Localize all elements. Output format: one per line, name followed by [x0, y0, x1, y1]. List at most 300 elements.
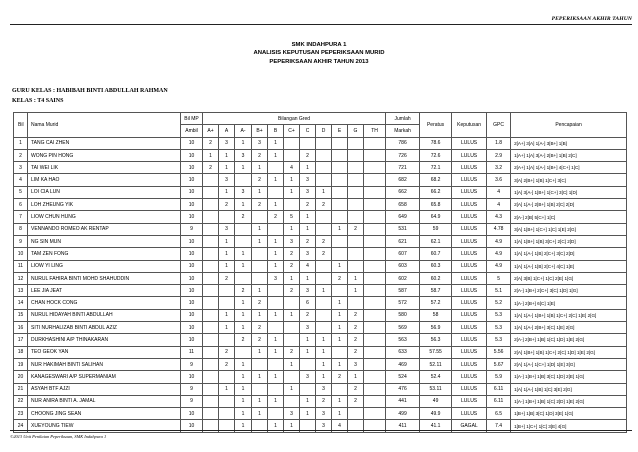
cell-gpc: 6.11 [487, 383, 511, 395]
col-peratus: Peratus [420, 113, 452, 138]
cell-grade-count: 1 [203, 149, 219, 161]
cell-grade-count: 2 [300, 149, 316, 161]
cell-grade-count: 1 [235, 383, 252, 395]
cell-grade-count: 2 [219, 272, 235, 284]
cell-grade-count [348, 235, 364, 247]
table-row [14, 235, 627, 247]
cell-jumlah: 633 [386, 346, 420, 358]
cell-grade-count: 1 [348, 272, 364, 284]
cell-jumlah: 531 [386, 223, 420, 235]
cell-grade-count [332, 346, 348, 358]
cell-grade-count: 3 [252, 137, 268, 149]
cell-grade-count: 1 [332, 408, 348, 420]
cell-ambil: 10 [181, 371, 203, 383]
results-body [14, 137, 627, 432]
cell-grade-count: 2 [316, 248, 332, 260]
cell-grade-count: 1 [332, 309, 348, 321]
cell-grade-count [235, 272, 252, 284]
col-grade-c: C [300, 125, 316, 137]
cell-grade-count [203, 371, 219, 383]
cell-grade-count: 1 [300, 395, 316, 407]
cell-nama: CHOONG JING SEAN [28, 408, 181, 420]
cell-jumlah: 587 [386, 285, 420, 297]
cell-jumlah: 476 [386, 383, 420, 395]
cell-keputusan: LULUS [452, 346, 487, 358]
header-divider [10, 24, 632, 25]
cell-ambil: 10 [181, 309, 203, 321]
cell-grade-count [203, 334, 219, 346]
cell-grade-count: 1 [268, 174, 284, 186]
cell-jumlah: 563 [386, 334, 420, 346]
cell-grade-count: 1 [332, 334, 348, 346]
cell-grade-count: 3 [300, 285, 316, 297]
cell-grade-count: 1 [268, 137, 284, 149]
cell-grade-count: 2 [348, 309, 364, 321]
cell-peratus: 58.7 [420, 285, 452, 297]
cell-grade-count: 3 [316, 383, 332, 395]
cell-ambil: 10 [181, 322, 203, 334]
cell-grade-count [364, 248, 386, 260]
cell-grade-count: 2 [316, 235, 332, 247]
table-row [14, 186, 627, 198]
cell-grade-count [316, 162, 332, 174]
cell-grade-count [219, 395, 235, 407]
table-row [14, 383, 627, 395]
cell-grade-count [364, 186, 386, 198]
cell-gpc: 4.9 [487, 260, 511, 272]
cell-grade-count [364, 137, 386, 149]
cell-jumlah: 572 [386, 297, 420, 309]
cell-grade-count: 1 [332, 260, 348, 272]
cell-grade-count [364, 149, 386, 161]
cell-grade-count [219, 211, 235, 223]
cell-jumlah: 607 [386, 248, 420, 260]
cell-keputusan: LULUS [452, 395, 487, 407]
cell-peratus: 58 [420, 309, 452, 321]
cell-grade-count [364, 174, 386, 186]
cell-grade-count [203, 383, 219, 395]
cell-grade-count [348, 297, 364, 309]
cell-ambil: 10 [181, 297, 203, 309]
cell-grade-count: 1 [268, 371, 284, 383]
cell-peratus: 62.1 [420, 235, 452, 247]
cell-gpc: 4.9 [487, 235, 511, 247]
cell-grade-count [348, 137, 364, 149]
cell-pencapaian: 3[A] 1[B+] 1[C+] 1[C] 1[E] 2[G] [511, 223, 627, 235]
cell-grade-count: 1 [268, 248, 284, 260]
cell-grade-count [364, 371, 386, 383]
cell-peratus: 52.11 [420, 358, 452, 370]
cell-ambil: 10 [181, 186, 203, 198]
footer-text: ©2013 Unit Penilaian Peperiksaan, SMK Indahpura 1 [10, 434, 107, 439]
cell-grade-count [219, 371, 235, 383]
cell-keputusan: LULUS [452, 260, 487, 272]
class-teacher: GURU KELAS : HABIBAH BINTI ABDULLAH RAHMAN [12, 88, 168, 94]
cell-grade-count [235, 223, 252, 235]
cell-grade-count: 2 [348, 223, 364, 235]
cell-grade-count: 1 [219, 383, 235, 395]
cell-grade-count: 1 [235, 358, 252, 370]
cell-grade-count: 3 [300, 174, 316, 186]
cell-bil: 15 [14, 309, 28, 321]
cell-pencapaian: 2[A-] 2[B+] 1[B] 1[C] 1[D] 1[E] 2[G] [511, 334, 627, 346]
cell-grade-count [203, 211, 219, 223]
cell-grade-count [332, 235, 348, 247]
cell-grade-count: 1 [219, 260, 235, 272]
cell-pencapaian: 2[A-] 2[B] 5[C+] 1[C] [511, 211, 627, 223]
cell-gpc: 5.9 [487, 371, 511, 383]
cell-peratus: 49 [420, 395, 452, 407]
cell-grade-count: 2 [332, 272, 348, 284]
col-bil: Bil [14, 113, 28, 138]
cell-grade-count: 1 [252, 285, 268, 297]
cell-nama: KANAGESWARI A/P SUPERMANIAM [28, 371, 181, 383]
cell-bil: 8 [14, 223, 28, 235]
cell-keputusan: LULUS [452, 272, 487, 284]
cell-grade-count [316, 149, 332, 161]
cell-grade-count [364, 211, 386, 223]
cell-grade-count [284, 322, 300, 334]
cell-pencapaian: 1[A] 1[A-] 1[B] 2[C+] 4[C] 1[E] [511, 260, 627, 272]
cell-pencapaian: 1[B+] 1[B] 3[C] 1[D] 3[E] 1[G] [511, 408, 627, 420]
cell-pencapaian: 1[A] 1[B+] 1[B] 3[C+] 2[C] 2[D] [511, 235, 627, 247]
cell-ambil: 10 [181, 174, 203, 186]
cell-nama: WONG PIN HONG [28, 149, 181, 161]
cell-pencapaian: 2[A+] 1[A] 1[A-] 1[B+] 4[C+] 1[C] [511, 162, 627, 174]
cell-grade-count: 1 [219, 149, 235, 161]
cell-grade-count [332, 174, 348, 186]
cell-gpc: 1.8 [487, 137, 511, 149]
cell-grade-count: 1 [284, 174, 300, 186]
cell-grade-count: 3 [300, 322, 316, 334]
cell-grade-count [364, 199, 386, 211]
cell-nama: TAM ZEN FONG [28, 248, 181, 260]
cell-keputusan: LULUS [452, 162, 487, 174]
cell-nama: LEE JIA JEAT [28, 285, 181, 297]
cell-grade-count: 2 [252, 174, 268, 186]
cell-grade-count: 1 [268, 235, 284, 247]
cell-jumlah: 524 [386, 371, 420, 383]
cell-grade-count [364, 334, 386, 346]
cell-gpc: 4.3 [487, 211, 511, 223]
cell-grade-count: 6 [300, 297, 316, 309]
cell-grade-count: 1 [252, 186, 268, 198]
cell-grade-count: 1 [252, 395, 268, 407]
cell-peratus: 78.6 [420, 137, 452, 149]
cell-pencapaian: 1[A] 1[A-] 1[B] 1[C] 3[E] 2[G] [511, 383, 627, 395]
col-grade-c-plus: C+ [284, 125, 300, 137]
cell-bil: 17 [14, 334, 28, 346]
cell-nama: CHAN HOCK CONG [28, 297, 181, 309]
cell-grade-count [203, 272, 219, 284]
cell-grade-count: 2 [348, 383, 364, 395]
exam-title: PEPERIKSAAN AKHIR TAHUN 2013 [269, 58, 369, 65]
cell-bil: 7 [14, 211, 28, 223]
cell-ambil: 10 [181, 149, 203, 161]
cell-nama: LOH ZHEUNG YIK [28, 199, 181, 211]
cell-grade-count: 4 [300, 260, 316, 272]
cell-nama: NURUL FAHIRA BINTI MOHD SHAHUDDIN [28, 272, 181, 284]
cell-gpc: 4.9 [487, 248, 511, 260]
report-titles [0, 41, 638, 66]
cell-gpc: 5.3 [487, 334, 511, 346]
cell-grade-count [364, 383, 386, 395]
cell-grade-count: 1 [219, 186, 235, 198]
cell-peratus: 59 [420, 223, 452, 235]
cell-bil: 16 [14, 322, 28, 334]
cell-gpc: 6.5 [487, 408, 511, 420]
cell-grade-count [203, 309, 219, 321]
cell-grade-count: 2 [235, 334, 252, 346]
cell-grade-count: 1 [300, 162, 316, 174]
cell-keputusan: LULUS [452, 358, 487, 370]
cell-grade-count [364, 272, 386, 284]
cell-grade-count [203, 346, 219, 358]
cell-grade-count: 1 [332, 297, 348, 309]
cell-nama: LIOW YI LING [28, 260, 181, 272]
cell-bil: 22 [14, 395, 28, 407]
cell-grade-count [316, 297, 332, 309]
cell-gpc: 5 [487, 272, 511, 284]
cell-grade-count [364, 260, 386, 272]
cell-grade-count: 2 [348, 395, 364, 407]
cell-keputusan: LULUS [452, 383, 487, 395]
cell-bil: 14 [14, 297, 28, 309]
cell-grade-count: 1 [332, 395, 348, 407]
cell-grade-count: 1 [235, 137, 252, 149]
cell-jumlah: 658 [386, 199, 420, 211]
cell-grade-count: 2 [284, 248, 300, 260]
cell-jumlah: 469 [386, 358, 420, 370]
cell-pencapaian: 1[A] 1[A-] 1[B+] 1[B] 1[C+] 2[C] 1[E] 2[G] [511, 309, 627, 321]
table-row [14, 149, 627, 161]
cell-keputusan: LULUS [452, 334, 487, 346]
cell-nama: DURKHASHINI A/P THINAKARAN [28, 334, 181, 346]
cell-grade-count [348, 162, 364, 174]
cell-grade-count [219, 334, 235, 346]
table-row [14, 137, 627, 149]
cell-keputusan: LULUS [452, 199, 487, 211]
cell-grade-count: 1 [316, 371, 332, 383]
cell-grade-count: 1 [219, 162, 235, 174]
cell-grade-count [203, 223, 219, 235]
table-row [14, 395, 627, 407]
cell-grade-count: 1 [316, 358, 332, 370]
cell-ambil: 10 [181, 334, 203, 346]
col-ambil: Ambil [181, 125, 203, 137]
cell-ambil: 10 [181, 272, 203, 284]
cell-jumlah: 569 [386, 322, 420, 334]
cell-grade-count [268, 186, 284, 198]
cell-grade-count [219, 297, 235, 309]
cell-grade-count: 1 [235, 260, 252, 272]
cell-grade-count: 1 [332, 358, 348, 370]
cell-peratus: 57.55 [420, 346, 452, 358]
cell-gpc: 3.2 [487, 162, 511, 174]
cell-grade-count: 3 [219, 174, 235, 186]
cell-jumlah: 603 [386, 260, 420, 272]
cell-grade-count [284, 334, 300, 346]
cell-grade-count [332, 162, 348, 174]
cell-ambil: 10 [181, 235, 203, 247]
cell-pencapaian: 1[A+] 1[A] 3[A-] 2[B+] 1[B] 2[C] [511, 149, 627, 161]
cell-grade-count: 2 [348, 334, 364, 346]
cell-gpc: 4 [487, 186, 511, 198]
cell-grade-count [252, 272, 268, 284]
cell-grade-count: 2 [300, 199, 316, 211]
cell-bil: 4 [14, 174, 28, 186]
cell-grade-count [284, 137, 300, 149]
col-jumlah: Jumlah [386, 113, 420, 125]
cell-jumlah: 499 [386, 408, 420, 420]
col-markah: Markah [386, 125, 420, 137]
cell-grade-count: 1 [284, 223, 300, 235]
cell-grade-count [364, 162, 386, 174]
col-bilangan-gred: Bilangan Gred [203, 113, 386, 125]
cell-peratus: 56.3 [420, 334, 452, 346]
cell-gpc: 6.11 [487, 395, 511, 407]
cell-peratus: 72.1 [420, 162, 452, 174]
cell-pencapaian: 2[A] 1[A-] 1[C+] 1[D] 1[E] 3[G] [511, 358, 627, 370]
cell-grade-count [268, 408, 284, 420]
cell-keputusan: LULUS [452, 309, 487, 321]
cell-grade-count: 1 [284, 186, 300, 198]
cell-peratus: 56.9 [420, 322, 452, 334]
cell-grade-count: 2 [219, 199, 235, 211]
cell-nama: LIM KA HAO [28, 174, 181, 186]
cell-pencapaian: 2[A] 3[B] 1[C+] 1[C] 2[E] 1[G] [511, 272, 627, 284]
cell-grade-count [284, 371, 300, 383]
cell-grade-count: 1 [284, 420, 300, 432]
table-row [14, 371, 627, 383]
cell-grade-count: 1 [219, 248, 235, 260]
col-grade-th: TH [364, 125, 386, 137]
col-grade-d: D [316, 125, 332, 137]
cell-grade-count: 1 [252, 235, 268, 247]
cell-pencapaian: 1[A-] 1[B+] 1[B] 1[C] 2[D] 1[E] 2[G] [511, 395, 627, 407]
cell-ambil: 9 [181, 383, 203, 395]
cell-grade-count: 2 [219, 346, 235, 358]
cell-bil: 21 [14, 383, 28, 395]
cell-ambil: 10 [181, 199, 203, 211]
cell-grade-count: 1 [332, 322, 348, 334]
col-grade-e: E [332, 125, 348, 137]
table-row [14, 260, 627, 272]
class-name: KELAS : T4 SAINS [12, 98, 64, 104]
cell-grade-count: 1 [268, 395, 284, 407]
col-mp: Bil MP [181, 113, 203, 125]
cell-peratus: 72.6 [420, 149, 452, 161]
cell-grade-count [268, 162, 284, 174]
report-title: ANALISIS KEPUTUSAN PEPERIKSAAN MURID [253, 50, 385, 57]
cell-grade-count: 1 [300, 346, 316, 358]
cell-grade-count: 1 [300, 211, 316, 223]
cell-nama: NG SIN MUN [28, 235, 181, 247]
cell-jumlah: 621 [386, 235, 420, 247]
cell-grade-count: 1 [284, 383, 300, 395]
cell-grade-count: 1 [268, 346, 284, 358]
cell-grade-count: 2 [332, 371, 348, 383]
cell-bil: 6 [14, 199, 28, 211]
cell-ambil: 10 [181, 211, 203, 223]
cell-bil: 5 [14, 186, 28, 198]
cell-nama: TAI WEI LIK [28, 162, 181, 174]
cell-ambil: 10 [181, 162, 203, 174]
cell-grade-count [364, 285, 386, 297]
cell-grade-count [268, 358, 284, 370]
cell-keputusan: LULUS [452, 322, 487, 334]
cell-grade-count: 3 [235, 186, 252, 198]
cell-bil: 24 [14, 420, 28, 432]
cell-grade-count [203, 260, 219, 272]
cell-grade-count: 2 [252, 199, 268, 211]
cell-nama: ASYAH BTF AJZI [28, 383, 181, 395]
cell-grade-count [252, 211, 268, 223]
cell-nama: NUR ANIRA BINTI A. JAMAL [28, 395, 181, 407]
cell-ambil: 10 [181, 260, 203, 272]
cell-grade-count: 2 [348, 322, 364, 334]
cell-keputusan: LULUS [452, 235, 487, 247]
cell-grade-count [252, 383, 268, 395]
cell-ambil: 11 [181, 346, 203, 358]
cell-jumlah: 721 [386, 162, 420, 174]
cell-peratus: 57.2 [420, 297, 452, 309]
cell-ambil: 9 [181, 223, 203, 235]
cell-grade-count: 1 [284, 358, 300, 370]
cell-grade-count [364, 322, 386, 334]
cell-bil: 2 [14, 149, 28, 161]
cell-grade-count [348, 149, 364, 161]
cell-grade-count: 1 [316, 334, 332, 346]
cell-grade-count: 1 [252, 309, 268, 321]
cell-pencapaian: 2[A] 1[A-] 2[B+] 1[B] 2[C] 2[D] [511, 199, 627, 211]
cell-grade-count [300, 358, 316, 370]
col-pencapaian: Pencapaian [511, 113, 627, 138]
table-row [14, 285, 627, 297]
cell-grade-count: 3 [348, 358, 364, 370]
cell-bil: 13 [14, 285, 28, 297]
cell-grade-count: 1 [268, 149, 284, 161]
cell-grade-count: 1 [252, 346, 268, 358]
cell-grade-count: 1 [235, 408, 252, 420]
cell-bil: 12 [14, 272, 28, 284]
cell-nama: NUR HAKIMAH BINTI SALIHAN [28, 358, 181, 370]
cell-grade-count [203, 408, 219, 420]
cell-keputusan: LULUS [452, 297, 487, 309]
cell-gpc: 5.56 [487, 346, 511, 358]
col-grade-a-plus: A+ [203, 125, 219, 137]
cell-ambil: 9 [181, 358, 203, 370]
cell-grade-count [348, 248, 364, 260]
cell-grade-count [332, 211, 348, 223]
cell-keputusan: LULUS [452, 408, 487, 420]
cell-grade-count: 1 [252, 223, 268, 235]
cell-grade-count: 1 [268, 199, 284, 211]
cell-grade-count: 1 [252, 408, 268, 420]
cell-keputusan: LULUS [452, 137, 487, 149]
cell-keputusan: LULUS [452, 186, 487, 198]
cell-grade-count: 3 [268, 272, 284, 284]
cell-grade-count: 1 [300, 334, 316, 346]
table-row [14, 272, 627, 284]
cell-grade-count [364, 395, 386, 407]
cell-gpc: 4 [487, 199, 511, 211]
cell-peratus: 52.4 [420, 371, 452, 383]
cell-grade-count: 1 [348, 371, 364, 383]
cell-grade-count: 3 [219, 137, 235, 149]
cell-grade-count [316, 309, 332, 321]
cell-grade-count: 3 [284, 408, 300, 420]
